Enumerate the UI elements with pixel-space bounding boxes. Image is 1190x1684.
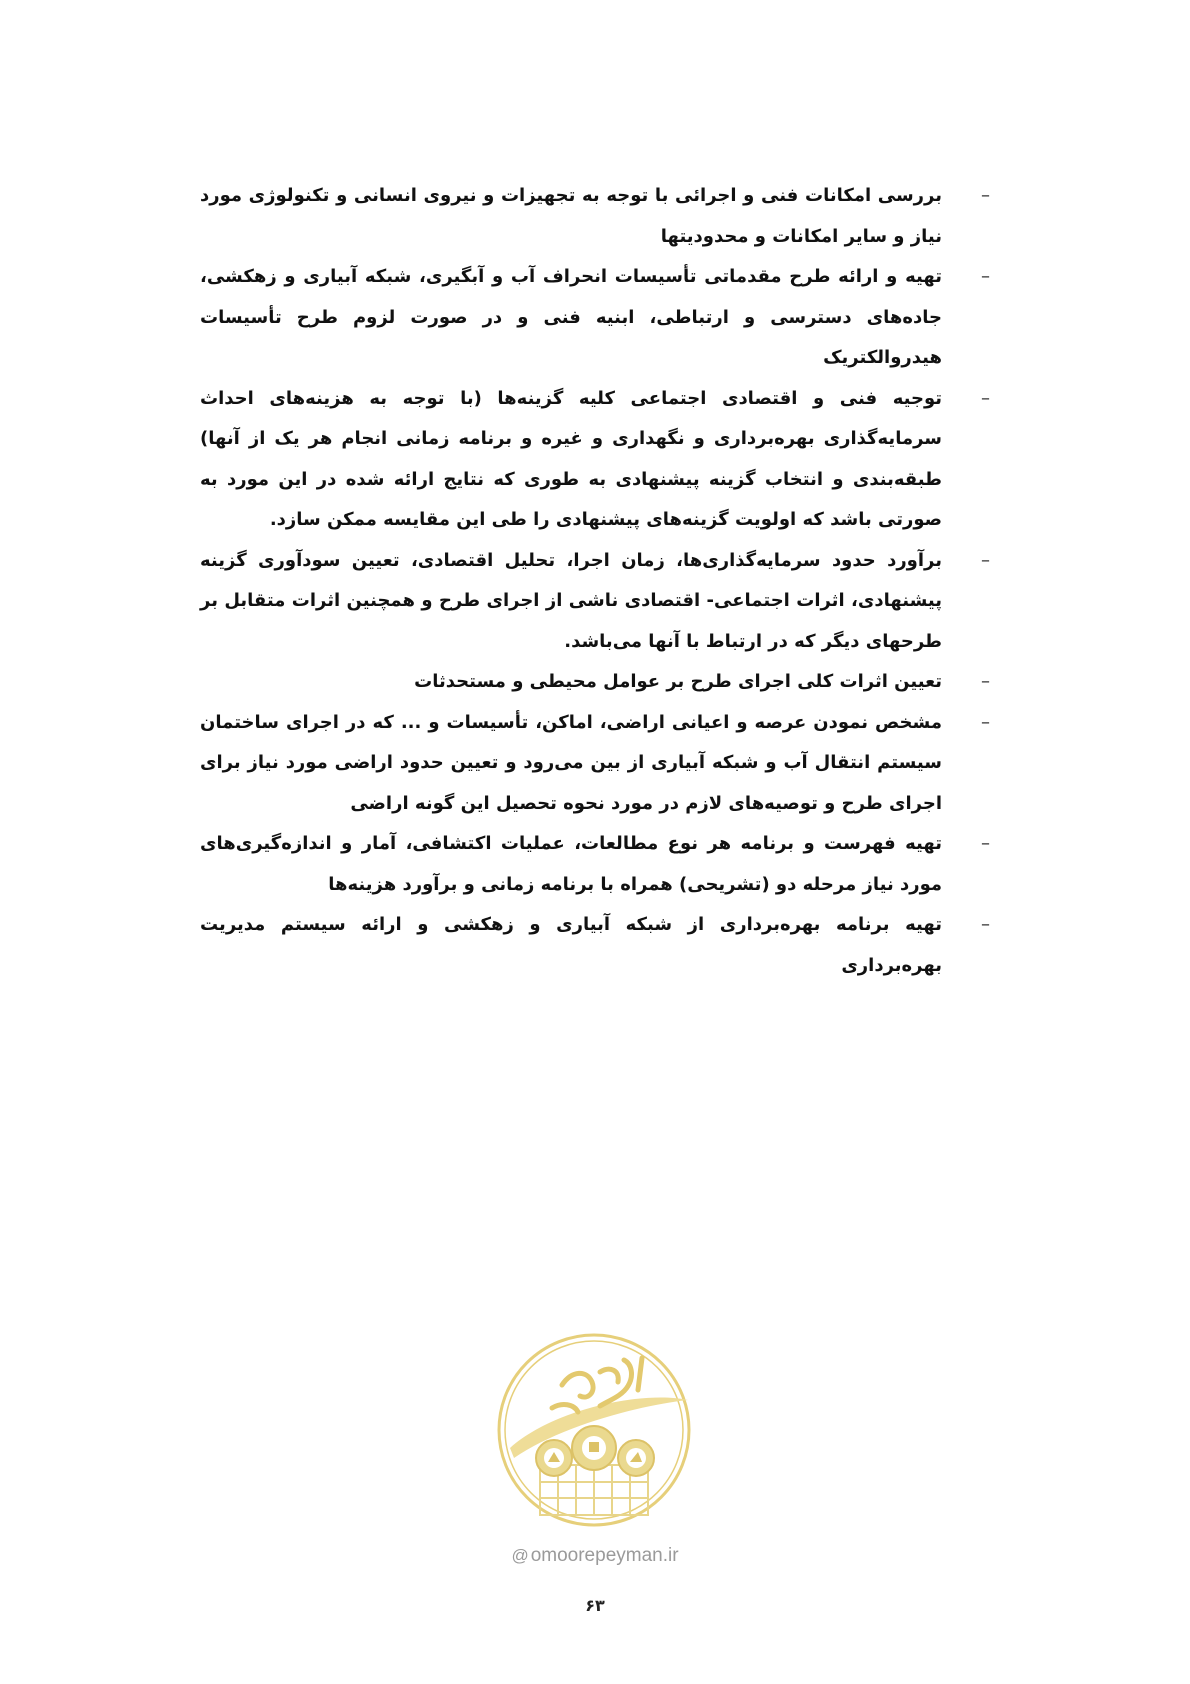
at-icon: @	[511, 1546, 529, 1565]
list-item-text: تهیه فهرست و برنامه هر نوع مطالعات، عملیات اکتشافی، آمار و اندازه‌گیری‌های مورد نیاز مرحله دو (تشریحی) همراه با برنامه زمانی و برآورد هزینه‌ها	[200, 833, 942, 895]
list-item-text: تهیه برنامه بهره‌برداری از شبکه آبیاری و زهکشی و ارائه سیستم مدیریت بهره‌برداری	[200, 914, 942, 976]
bullet-dash: –	[981, 185, 990, 206]
list-item	[200, 541, 990, 663]
list-item	[200, 176, 990, 257]
bullet-dash: –	[981, 833, 990, 854]
bullet-dash: –	[981, 671, 990, 692]
list-item	[200, 905, 990, 986]
bullet-list	[200, 176, 990, 986]
list-item	[200, 257, 990, 379]
list-item	[200, 703, 990, 825]
bullet-dash: –	[981, 711, 990, 733]
list-item-text: تعیین اثرات کلی اجرای طرح بر عوامل محیطی و مستحدثات	[414, 671, 942, 692]
bullet-dash: –	[981, 387, 990, 409]
bullet-dash: –	[981, 914, 990, 935]
list-item-text: توجیه فنی و اقتصادی اجتماعی کلیه گزینه‌ها (با توجه به هزینه‌های احداث سرمایه‌گذاری بهره‌برداری و نگهداری و غیره و برنامه زمانی انجام هر یک از آنها) طبقه‌بندی و انتخاب گزینه پیشنهادی به طوری که نتایج ارائه شده در این مورد به صورتی باشد که اولویت گزینه‌های پیشنهادی را طی این مقایسه ممکن سازد.	[200, 387, 942, 530]
list-item-text: مشخص نمودن عرصه و اعیانی اراضی، اماکن، تأسیسات و ... که در اجرای ساختمان سیستم انتقال آب و شبکه آبیاری از بین می‌رود و تعیین حدود اراضی مورد نیاز برای اجرای طرح و توصیه‌های لازم در مورد نحوه تحصیل این گونه اراضی	[200, 711, 942, 814]
omoorepeyman-logo	[492, 1330, 696, 1530]
list-item	[200, 379, 990, 541]
list-item-text: تهیه و ارائه طرح مقدماتی تأسیسات انحراف آب و آبگیری، شبکه آبیاری و زهکشی، جاده‌های دسترسی و ارتباطی، ابنیه فنی و در صورت لزوم طرح تأسیسات هیدروالکتریک	[200, 266, 942, 368]
list-item-text: برآورد حدود سرمایه‌گذاری‌ها، زمان اجرا، تحلیل اقتصادی، تعیین سودآوری گزینه پیشنهادی، اثرات اجتماعی- اقتصادی ناشی از اجرای طرح و همچنین اثرات متقابل بر طرحهای دیگر که در ارتباط با آنها می‌باشد.	[200, 549, 942, 652]
bullet-dash: –	[981, 549, 990, 571]
list-item-text: بررسی امکانات فنی و اجرائی با توجه به تجهیزات و نیروی انسانی و تکنولوژی مورد نیاز و سایر امکانات و محدودیتها	[200, 185, 942, 247]
page-number: ۶۳	[585, 1596, 605, 1615]
list-item	[200, 824, 990, 905]
website-url: @ omoorepeyman.ir	[511, 1545, 679, 1566]
bullet-dash: –	[981, 266, 990, 287]
list-item	[200, 662, 990, 703]
